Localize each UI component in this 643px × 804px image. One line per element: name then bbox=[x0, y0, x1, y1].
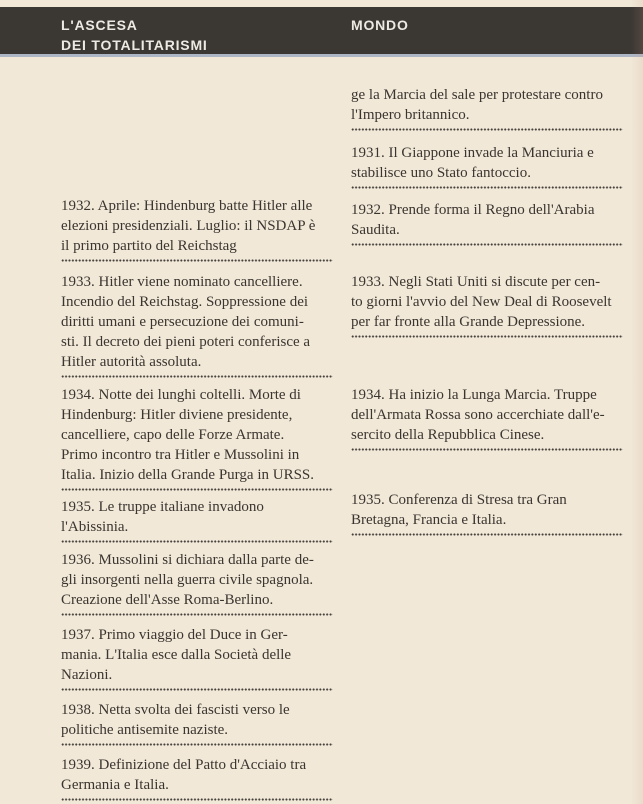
timeline-column-world bbox=[351, 0, 623, 536]
timeline-entry-right-1932 bbox=[351, 200, 623, 246]
timeline-entry-left-1937 bbox=[61, 625, 333, 691]
entry-text: 1937. Primo viaggio del Duce in Ger- mania. L'Italia esce dalla Società delle Nazioni. bbox=[61, 627, 292, 683]
dotted-separator bbox=[61, 613, 333, 616]
entry-text: 1935. Conferenza di Stresa tra Gran Bretagna, Francia e Italia. bbox=[351, 492, 567, 528]
timeline-entry-right-1933 bbox=[351, 272, 623, 338]
timeline-entry-left-1936 bbox=[61, 550, 333, 616]
entry-text: ge la Marcia del sale per protestare contro l'Impero britannico. bbox=[351, 87, 603, 123]
dotted-separator bbox=[61, 798, 333, 801]
timeline-column-totalitarisms bbox=[61, 0, 333, 801]
timeline-entry-left-1939 bbox=[61, 755, 333, 801]
timeline-entry-right-1935 bbox=[351, 490, 623, 536]
dotted-separator bbox=[351, 448, 623, 451]
dotted-separator bbox=[61, 488, 333, 491]
dotted-separator bbox=[61, 540, 333, 543]
dotted-separator bbox=[61, 259, 333, 262]
entry-text: 1933. Negli Stati Uniti si discute per cen- to giorni l'avvio del New Deal di Roosevelt per far fronte alla Grande Depressione. bbox=[351, 274, 612, 330]
timeline-entry-left-1935 bbox=[61, 497, 333, 543]
dotted-separator bbox=[351, 243, 623, 246]
entry-text: 1938. Netta svolta dei fascisti verso le politiche antisemite naziste. bbox=[61, 702, 290, 738]
dotted-separator bbox=[351, 128, 623, 131]
dotted-separator bbox=[351, 186, 623, 189]
entry-text: 1934. Ha inizio la Lunga Marcia. Truppe dell'Armata Rossa sono accerchiate dall'e- sercito della Repubblica Cinese. bbox=[351, 387, 605, 443]
entry-text: 1935. Le truppe italiane invadono l'Abissinia. bbox=[61, 499, 264, 535]
timeline-entry-left-1933 bbox=[61, 272, 333, 378]
entry-text: 1939. Definizione del Patto d'Acciaio tra Germania e Italia. bbox=[61, 757, 307, 793]
entry-text: 1931. Il Giappone invade la Manciuria e stabilisce uno Stato fantoccio. bbox=[351, 145, 594, 181]
right-column-title: MONDO bbox=[351, 17, 409, 33]
left-column-title: L'ASCESA DEI TOTALITARISMI bbox=[61, 17, 208, 53]
timeline-entry-right-1931 bbox=[351, 143, 623, 189]
entry-text: 1932. Aprile: Hindenburg batte Hitler alle elezioni presidenziali. Luglio: il NSDAP è il primo partito del Reichstag bbox=[61, 198, 316, 254]
entry-text: 1934. Notte dei lunghi coltelli. Morte di Hindenburg: Hitler diviene presidente, cancelliere, capo delle Forze Armate. Primo incontro tra Hitler e Mussolini in Italia. Inizio della Grande Purga in URSS. bbox=[61, 387, 315, 483]
entry-text: 1932. Prende forma il Regno dell'Arabia Saudita. bbox=[351, 202, 595, 238]
timeline-entry-left-1938 bbox=[61, 700, 333, 746]
dotted-separator bbox=[351, 335, 623, 338]
timeline-entry-right-1934 bbox=[351, 385, 623, 451]
timeline-entry-right-continuation bbox=[351, 85, 623, 131]
dotted-separator bbox=[61, 743, 333, 746]
dotted-separator bbox=[61, 688, 333, 691]
entry-text: 1936. Mussolini si dichiara dalla parte de- gli insorgenti nella guerra civile spagnola. Creazione dell'Asse Roma-Berlino. bbox=[61, 552, 314, 608]
dotted-separator bbox=[351, 533, 623, 536]
dotted-separator bbox=[61, 375, 333, 378]
timeline-entry-left-1934 bbox=[61, 385, 333, 491]
timeline-entry-left-1932 bbox=[61, 196, 333, 262]
entry-text: 1933. Hitler viene nominato cancelliere. Incendio del Reichstag. Soppressione dei diritti umani e persecuzione dei comuni- sti. Il decreto dei pieni poteri conferisce a Hitler autorità assoluta. bbox=[61, 274, 311, 370]
